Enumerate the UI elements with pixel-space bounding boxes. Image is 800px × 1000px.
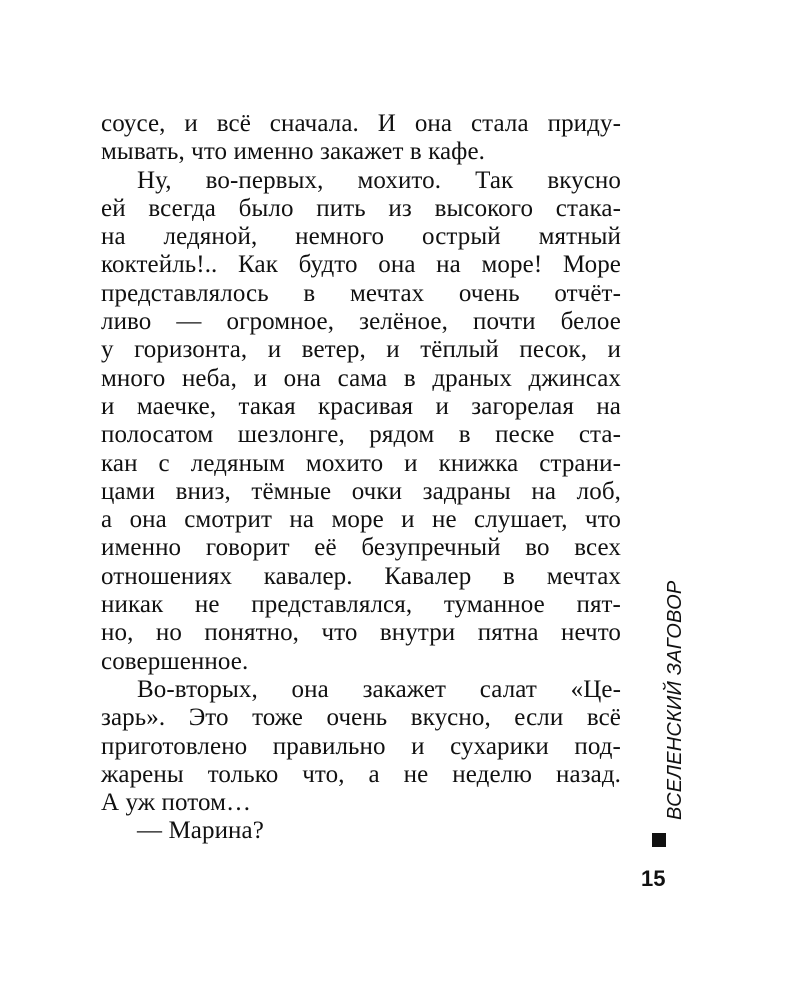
text-line: никак не представлялся, туманное пят- (101, 591, 621, 619)
text-line: а она смотрит на море и не слушает, что (101, 506, 621, 534)
text-line: ей всегда было пить из высокого стака- (101, 194, 621, 222)
text-line: на ледяной, немного острый мятный (101, 223, 621, 251)
text-line: и маечке, такая красивая и загорелая на (101, 392, 621, 420)
text-line: но, но понятно, что внутри пятна нечто (101, 619, 621, 647)
text-line: Во-вторых, она закажет салат «Це- (137, 675, 621, 703)
text-line: именно говорит её безупречный во всех (101, 534, 621, 562)
running-title: ВСЕЛЕНСКИЙ ЗАГОВОР (664, 580, 686, 820)
text-line: — Марина? (137, 817, 264, 845)
text-line: отношениях кавалер. Кавалер в мечтах (101, 562, 621, 590)
text-line: представлялось в мечтах очень отчёт- (101, 279, 621, 307)
text-line: полосатом шезлонге, рядом в песке ста- (101, 421, 621, 449)
text-line: А уж потом… (101, 789, 252, 817)
text-line: совершенное. (101, 647, 249, 675)
text-line: кан с ледяным мохито и книжка страни- (101, 449, 621, 477)
text-line: приготовлено правильно и сухарики под- (101, 732, 621, 760)
text-line: у горизонта, и ветер, и тёплый песок, и (101, 336, 621, 364)
text-line: жарены только что, а не неделю назад. (101, 760, 621, 788)
text-line: ливо — огромное, зелёное, почти белое (101, 308, 621, 336)
text-line: цами вниз, тёмные очки задраны на лоб, (101, 477, 621, 505)
body-text (101, 110, 621, 846)
text-line: коктейль!.. Как будто она на море! Море (101, 251, 621, 279)
text-line: соусе, и всё сначала. И она стала приду- (101, 110, 621, 137)
text-line: Ну, во-первых, мохито. Так вкусно (137, 166, 621, 194)
text-line: зарь». Это тоже очень вкусно, если всё (101, 704, 621, 732)
text-line: мывать, что именно закажет в кафе. (101, 138, 486, 166)
text-line: много неба, и она сама в драных джинсах (101, 364, 621, 392)
square-marker-icon (652, 833, 666, 847)
page-number: 15 (641, 866, 666, 891)
